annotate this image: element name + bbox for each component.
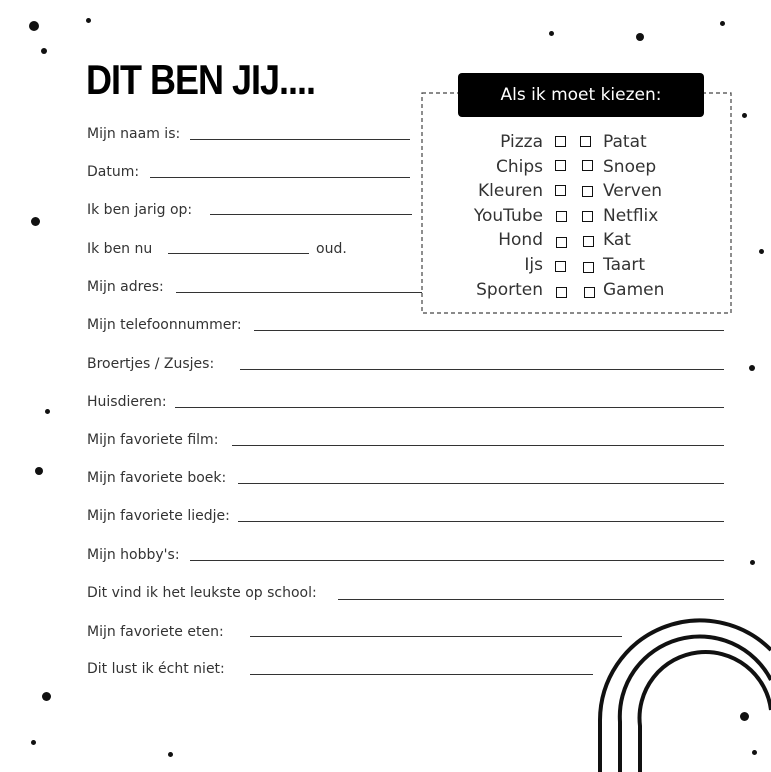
decor-dot <box>35 467 43 475</box>
field-label-school: Dit vind ik het leukste op school: <box>87 585 317 601</box>
pets-input-line[interactable] <box>175 407 724 408</box>
choice-right-patat: Patat <box>603 132 647 152</box>
decor-dot <box>636 33 644 41</box>
hobbies-input-line[interactable] <box>190 560 724 561</box>
checkbox-youtube[interactable] <box>556 211 567 222</box>
dislike-input-line[interactable] <box>250 674 593 675</box>
food-input-line[interactable] <box>250 636 622 637</box>
checkbox-pizza[interactable] <box>555 136 566 147</box>
decor-dot <box>759 249 764 254</box>
page-title: DIT BEN JIJ.... <box>86 56 316 104</box>
decor-dot <box>742 113 747 118</box>
checkbox-kleuren[interactable] <box>555 185 566 196</box>
field-label-address: Mijn adres: <box>87 279 164 295</box>
film-input-line[interactable] <box>232 445 724 446</box>
choice-left-chips: Chips <box>495 157 543 177</box>
field-label-song: Mijn favoriete liedje: <box>87 508 230 524</box>
decor-dot <box>29 21 39 31</box>
date-input-line[interactable] <box>150 177 410 178</box>
age-input-line[interactable] <box>168 253 309 254</box>
checkbox-kat[interactable] <box>583 236 594 247</box>
address-input-line[interactable] <box>176 292 422 293</box>
field-label-siblings: Broertjes / Zusjes: <box>87 356 215 372</box>
decor-dot <box>31 217 40 226</box>
phone-input-line[interactable] <box>254 330 724 331</box>
field-label-hobbies: Mijn hobby's: <box>87 547 180 563</box>
checkbox-patat[interactable] <box>580 136 591 147</box>
decor-dot <box>750 560 755 565</box>
choice-right-verven: Verven <box>603 181 663 201</box>
decor-dot <box>42 692 51 701</box>
choices-panel-border <box>421 92 732 314</box>
decor-dot <box>720 21 725 26</box>
choice-right-taart: Taart <box>603 255 646 275</box>
decor-dot <box>31 740 36 745</box>
decor-dot <box>86 18 91 23</box>
decor-dot <box>549 31 554 36</box>
checkbox-taart[interactable] <box>583 262 594 273</box>
rainbow-decoration <box>590 610 771 772</box>
choice-right-gamen: Gamen <box>603 280 665 300</box>
field-label-film: Mijn favoriete film: <box>87 432 219 448</box>
choice-right-kat: Kat <box>603 230 631 250</box>
field-label-date: Datum: <box>87 164 140 180</box>
decor-dot <box>168 752 173 757</box>
choice-right-snoep: Snoep <box>603 157 657 177</box>
field-label-book: Mijn favoriete boek: <box>87 470 227 486</box>
checkbox-gamen[interactable] <box>584 287 595 298</box>
decor-dot <box>41 48 47 54</box>
choice-left-pizza: Pizza <box>500 132 543 152</box>
siblings-input-line[interactable] <box>240 369 724 370</box>
checkbox-hond[interactable] <box>556 237 567 248</box>
age-suffix: oud. <box>316 241 347 257</box>
choice-left-sporten: Sporten <box>476 280 543 300</box>
decor-dot <box>749 365 755 371</box>
checkbox-sporten[interactable] <box>556 287 567 298</box>
choice-left-youtube: YouTube <box>473 206 543 226</box>
choice-left-ijs: Ijs <box>524 255 543 275</box>
checkbox-netflix[interactable] <box>582 211 593 222</box>
book-input-line[interactable] <box>238 483 724 484</box>
field-label-pets: Huisdieren: <box>87 394 167 410</box>
field-label-phone: Mijn telefoonnummer: <box>87 317 242 333</box>
choice-left-kleuren: Kleuren <box>478 181 543 201</box>
field-label-age: Ik ben nu <box>87 241 153 257</box>
checkbox-ijs[interactable] <box>555 261 566 272</box>
birthday-input-line[interactable] <box>210 214 412 215</box>
choices-heading: Als ik moet kiezen: <box>458 73 704 117</box>
field-label-food: Mijn favoriete eten: <box>87 624 224 640</box>
checkbox-snoep[interactable] <box>582 160 593 171</box>
choice-right-netflix: Netflix <box>603 206 659 226</box>
checkbox-verven[interactable] <box>582 186 593 197</box>
song-input-line[interactable] <box>238 521 724 522</box>
checkbox-chips[interactable] <box>555 160 566 171</box>
name-input-line[interactable] <box>190 139 410 140</box>
field-label-dislike: Dit lust ik écht niet: <box>87 661 225 677</box>
choice-left-hond: Hond <box>498 230 543 250</box>
field-label-name: Mijn naam is: <box>87 126 181 142</box>
field-label-birthday: Ik ben jarig op: <box>87 202 193 218</box>
school-input-line[interactable] <box>338 599 724 600</box>
decor-dot <box>45 409 50 414</box>
